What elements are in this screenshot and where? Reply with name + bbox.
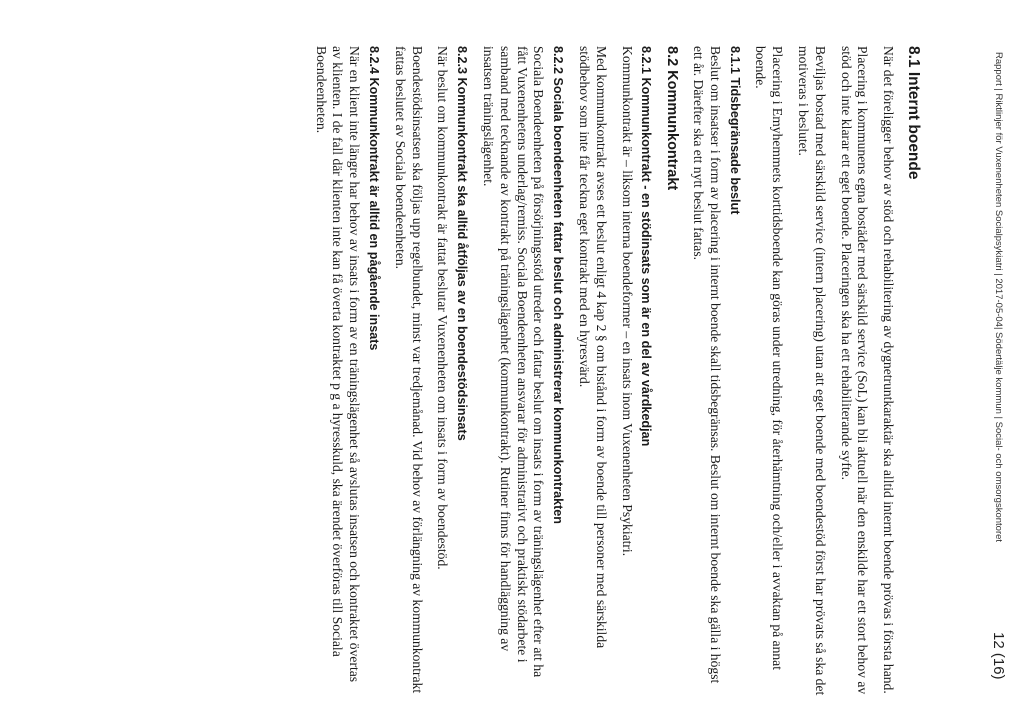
- paragraph: När det föreligger behov av stöd och rehabilitering av dygnetruntkaraktär ska alltid internt boende prövas i första hand.: [881, 46, 897, 694]
- document-body: [312, 46, 921, 696]
- subsection-heading: 8.1.1 Tidsbegränsade beslut: [727, 46, 742, 215]
- paragraph: När en klient inte längre har behov av insats i form av en träningslägenhet så avslutas insatsen och kontraktet övertas av klienten. I de fall där klienten inte kan få överta kontraktet p g a hyresskuld, ska ärendet överföras till Sociala Boendeenheten.: [313, 46, 363, 683]
- subsection-heading: 8.2.2 Sociala boendeenheten fattar beslut och administrerar kommunkontrakten: [551, 46, 566, 524]
- paragraph: Beslut om insatser i form av placering i internt boende skall tidsbegränsas. Beslut om internt boende ska gälla i högst ett år. Därefter ska ett nytt beslut fattas.: [691, 46, 723, 684]
- running-header: Rapport | Riktlinjer för Vuxenenheten Socialpsykiatri | 2017-05-04| Södertälje kommun | Social- och omsorgskontoret: [993, 52, 1004, 543]
- paragraph: Med kommunkontrakt avses ett beslut enligt 4 kap 2 § om bistånd i form av boende till personer med särskilda stödbehov som inte får teckna eget kontrakt med en hyresvärd.: [577, 46, 609, 649]
- page-number: 12 (16): [990, 632, 1007, 680]
- subsection-heading: 8.2.1 Kommunkontrakt - en stödinsats som är en del av vårdkedjan: [639, 46, 654, 447]
- section-heading: 8.2 Kommunkontrakt: [664, 46, 681, 191]
- paragraph: Placering i kommunens egna bostäder med särskild service (SoL) kan bli aktuell när den enskilde har ett stort behov av stöd och inte klarar ett eget boende. Placeringen ska ha ett rehabiliterande syfte.: [838, 46, 871, 695]
- section-heading: 8.1 Internt boende: [905, 46, 922, 180]
- subsection-heading: 8.2.4 Kommunkontrakt är alltid en pågående insats: [367, 46, 382, 351]
- subsection-heading: 8.2.3 Kommunkontrakt ska alltid åtföljas av en boendestödsinsats: [455, 46, 470, 441]
- paragraph: Beviljas bostad med särskild service (intern placering) utan att eget boende med boendestöd först har prövats så ska det motiveras i beslutet.: [796, 46, 828, 696]
- paragraph: Boendestödsinsatsen ska följas upp regelbundet, minst var tredjemånad. Vid behov av förlängning av kommunkontrakt fattas beslutet av Sociala boendeenheten.: [392, 46, 425, 694]
- paragraph: När beslut om kommunkontrakt är fattat beslutar Vuxenenheten om insats i form av boendestöd.: [435, 46, 451, 570]
- paragraph: Placering i Emyhemmets korttidsboende kan göras under utredning, för återhämtning och/eller i avvaktan på annat boende.: [753, 46, 786, 670]
- paragraph: Kommunkontrakt är – liksom interna boendeformer – en insats inom Vuxenenheten Psykiatri.: [619, 46, 635, 557]
- paragraph: Sociala Boendeenheten på försörjningsstöd utreder och fattar beslut om insats i form av träningslägenhet efter att ha fått Vuxenenhetens underlag/remiss. Sociala Boendeenheten ansvarar för administrativt och praktiskt stödarbete i samband med tecknande av kontrakt på träningslägenhet (kommunkontrakt). Rutiner finns för handläggning av insatsen träningslägenhet.: [481, 46, 547, 678]
